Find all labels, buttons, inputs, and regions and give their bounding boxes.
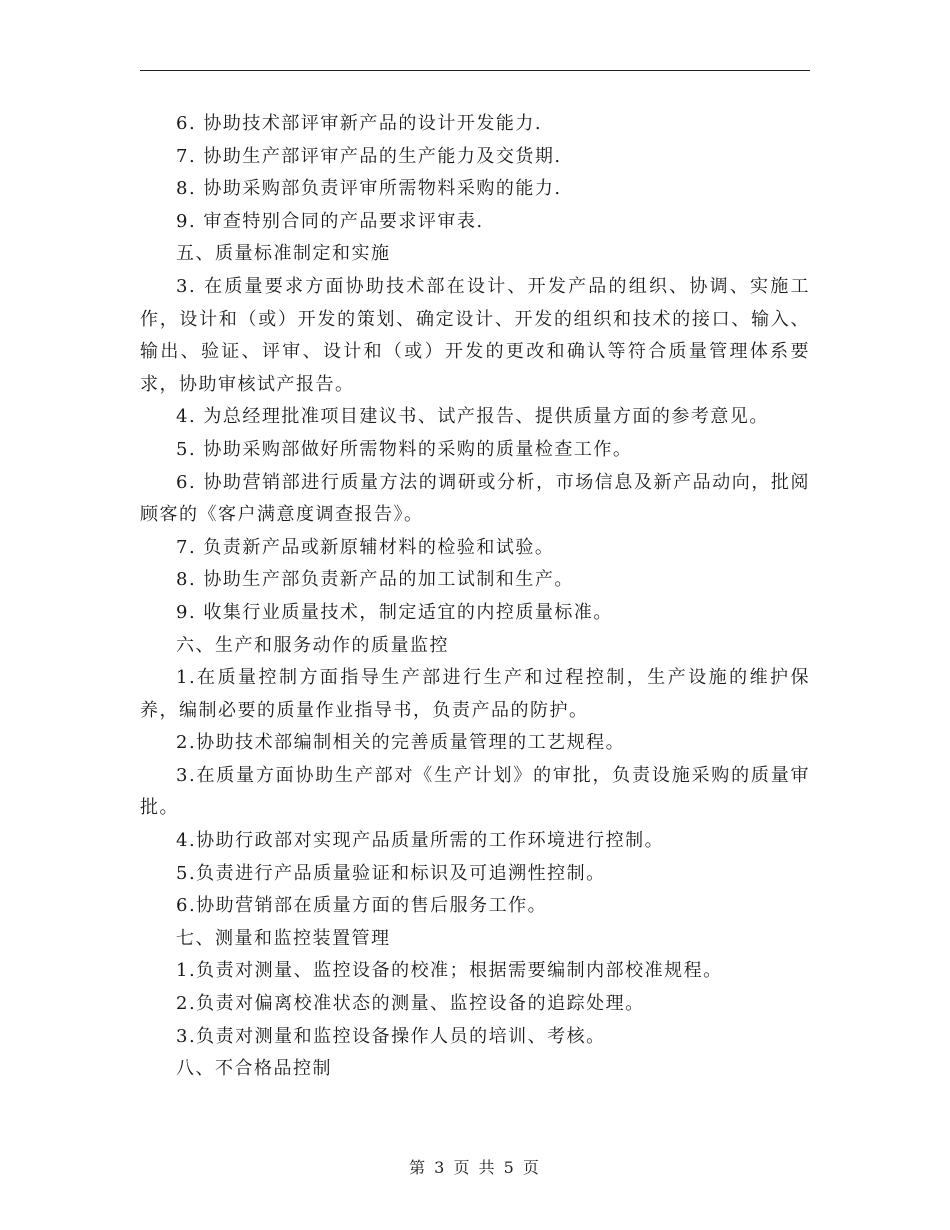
list-item: 1.在质量控制方面指导生产部进行生产和过程控制，生产设施的维护保养，编制必要的质量作业指导书，负责产品的防护。: [140, 667, 810, 721]
list-item: 8. 协助采购部负责评审所需物料采购的能力.: [176, 178, 562, 200]
list-item: 7. 负责新产品或新原辅材料的检验和试验。: [176, 536, 555, 558]
list-item: 6. 协助营销部进行质量方法的调研或分析，市场信息及新产品动向，批阅顾客的《客户满意度调查报告》。: [140, 471, 810, 526]
list-item: 8. 协助生产部负责新产品的加工试制和生产。: [176, 569, 574, 591]
list-item: 3.在质量方面协助生产部对《生产计划》的审批，负责设施采购的质量审批。: [140, 764, 810, 819]
list-item: 1.负责对测量、监控设备的校准；根据需要编制内部校准规程。: [176, 960, 723, 982]
header-rule: [140, 70, 810, 71]
list-item: 9. 审查特别合同的产品要求评审表.: [176, 210, 484, 232]
section-heading: 六、生产和服务动作的质量监控: [176, 634, 449, 656]
section-heading: 七、测量和监控装置管理: [176, 927, 391, 949]
list-item: 5. 协助采购部做好所需物料的采购的质量检查工作。: [176, 438, 633, 460]
list-item: 9. 收集行业质量技术，制定适宜的内控质量标准。: [176, 601, 613, 623]
list-item: 2.协助技术部编制相关的完善质量管理的工艺规程。: [176, 732, 626, 754]
list-item: 2.负责对偏离校准状态的测量、监控设备的追踪处理。: [176, 993, 645, 1015]
list-item: 3. 在质量要求方面协助技术部在设计、开发产品的组织、协调、实施工作，设计和（或）开发的策划、确定设计、开发的组织和技术的接口、输入、输出、验证、评审、设计和（或）开发的更改和确认等符合质量管理体系要求，协助审核试产报告。: [140, 275, 810, 395]
list-item: 4. 为总经理批准项目建议书、试产报告、提供质量方面的参考意见。: [176, 406, 769, 428]
list-item: 5.负责进行产品质量验证和标识及可追溯性控制。: [176, 862, 606, 884]
list-item: 6.协助营销部在质量方面的售后服务工作。: [176, 895, 548, 917]
list-item: 6. 协助技术部评审新产品的设计开发能力.: [176, 113, 543, 134]
list-item: 7. 协助生产部评审产品的生产能力及交货期.: [176, 145, 562, 167]
document-body: [140, 108, 810, 1086]
section-heading: 五、质量标准制定和实施: [176, 243, 391, 265]
list-item: 4.协助行政部对实现产品质量所需的工作环境进行控制。: [176, 830, 665, 852]
page-number-footer: 第 3 页 共 5 页: [409, 1158, 541, 1177]
list-item: 3.负责对测量和监控设备操作人员的培训、考核。: [176, 1025, 606, 1047]
section-heading: 八、不合格品控制: [176, 1058, 332, 1080]
